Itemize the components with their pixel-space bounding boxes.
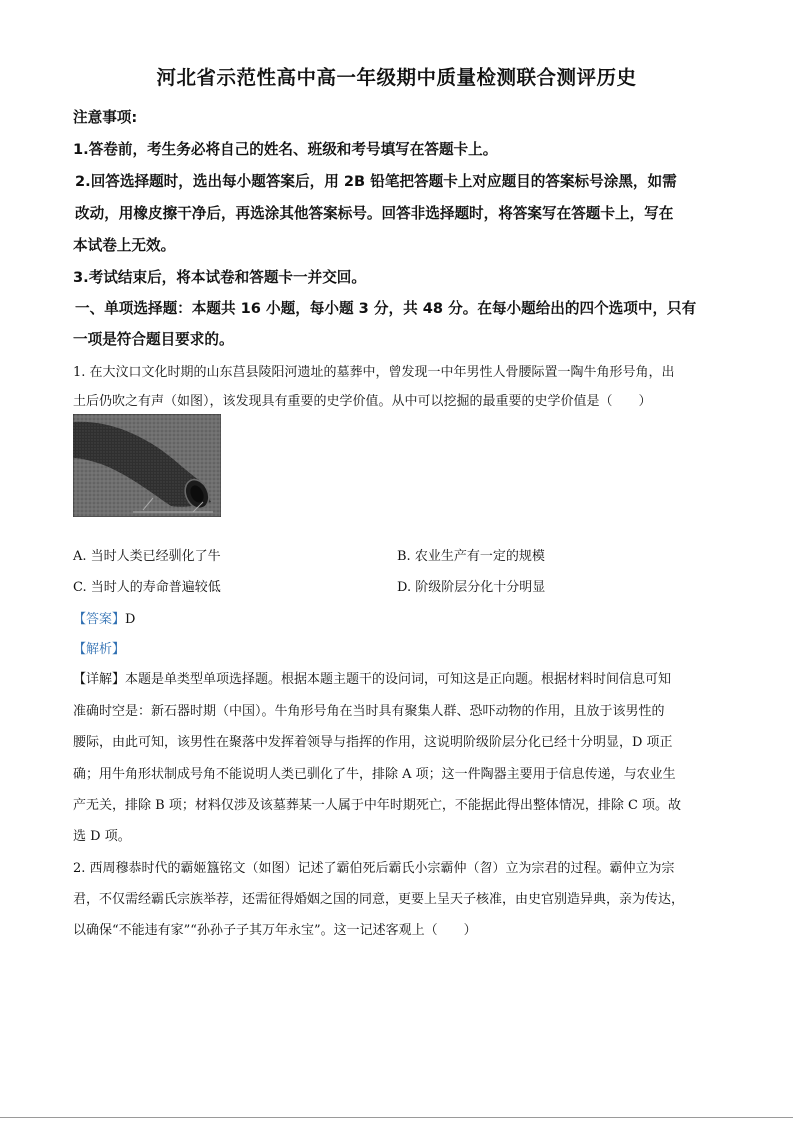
analysis-detail-line: 选 D 项。 xyxy=(73,829,131,844)
analysis-detail-line: 确；用牛角形状制成号角不能说明人类已驯化了牛，排除 A 项；这一件陶器主要用于信息传递，与农业生 xyxy=(73,767,676,782)
option-d: D. 阶级阶层分化十分明显 xyxy=(397,580,546,595)
notice-line: 3.考试结束后，将本试卷和答题卡一并交回。 xyxy=(73,269,366,286)
answer-label: 【答案】 xyxy=(73,612,126,627)
answer-value: D xyxy=(125,612,136,627)
section-heading: 一、单项选择题：本题共 16 小题，每小题 3 分，共 48 分。在每小题给出的四个选项中，只有 xyxy=(75,300,697,317)
question-2-stem: 君，不仅需经霸氏宗族举荐，还需征得婚姻之国的同意，更要上呈天子核准，由史官别造异典，亲为传达， xyxy=(73,892,685,907)
analysis-detail-line: 腰际，由此可知，该男性在聚落中发挥着领导与指挥的作用，这说明阶级阶层分化已经十分明显，D 项正 xyxy=(73,735,673,750)
question-1-stem: 1. 在大汶口文化时期的山东莒县陵阳河遗址的墓葬中，曾发现一中年男性人骨腰际置一陶牛角形号角，出 xyxy=(73,365,675,380)
question-1-stem: 土后仍吹之有声（如图），该发现具有重要的史学价值。从中可以挖掘的最重要的史学价值是（ ） xyxy=(73,394,652,409)
notice-line: 1.答卷前，考生务必将自己的姓名、班级和考号填写在答题卡上。 xyxy=(73,141,498,158)
question-2-stem: 以确保“不能违有家”“孙孙子子其万年永宝”。这一记述客观上（ ） xyxy=(73,923,477,938)
analysis-detail-line: 准确时空是：新石器时期（中国）。牛角形号角在当时具有聚集人群、恐吓动物的作用，且放于该男性的 xyxy=(73,704,665,719)
horn-photo xyxy=(73,414,221,517)
notice-heading: 注意事项: xyxy=(73,109,138,126)
question-2-stem: 2. 西周穆恭时代的霸姬簋铭文（如图）记述了霸伯死后霸氏小宗霸仲（曶）立为宗君的过程。霸仲立为宗 xyxy=(73,861,675,876)
analysis-label: 【解析】 xyxy=(73,642,126,657)
option-c: C. 当时人的寿命普遍较低 xyxy=(73,580,221,595)
notice-line: 2.回答选择题时，选出每小题答案后，用 2B 铅笔把答题卡上对应题目的答案标号涂黑，如需 xyxy=(75,173,677,190)
answer-row xyxy=(73,608,135,627)
notice-line: 本试卷上无效。 xyxy=(73,237,176,254)
page-bottom-rule xyxy=(0,1117,793,1118)
option-a: A. 当时人类已经驯化了牛 xyxy=(73,549,221,564)
option-b: B. 农业生产有一定的规模 xyxy=(397,549,545,564)
page-title: 河北省示范性高中高一年级期中质量检测联合测评历史 xyxy=(156,66,637,89)
analysis-detail-line: 产无关，排除 B 项；材料仅涉及该墓葬某一人属于中年时期死亡，不能据此得出整体情况，排除 C 项。故 xyxy=(73,798,682,813)
analysis-detail-line: 【详解】本题是单类型单项选择题。根据本题主题干的设问词，可知这是正向题。根据材料时间信息可知 xyxy=(73,672,672,687)
notice-line: 改动，用橡皮擦干净后，再选涂其他答案标号。回答非选择题时，将答案写在答题卡上，写在 xyxy=(75,205,674,222)
section-heading: 一项是符合题目要求的。 xyxy=(73,331,234,348)
